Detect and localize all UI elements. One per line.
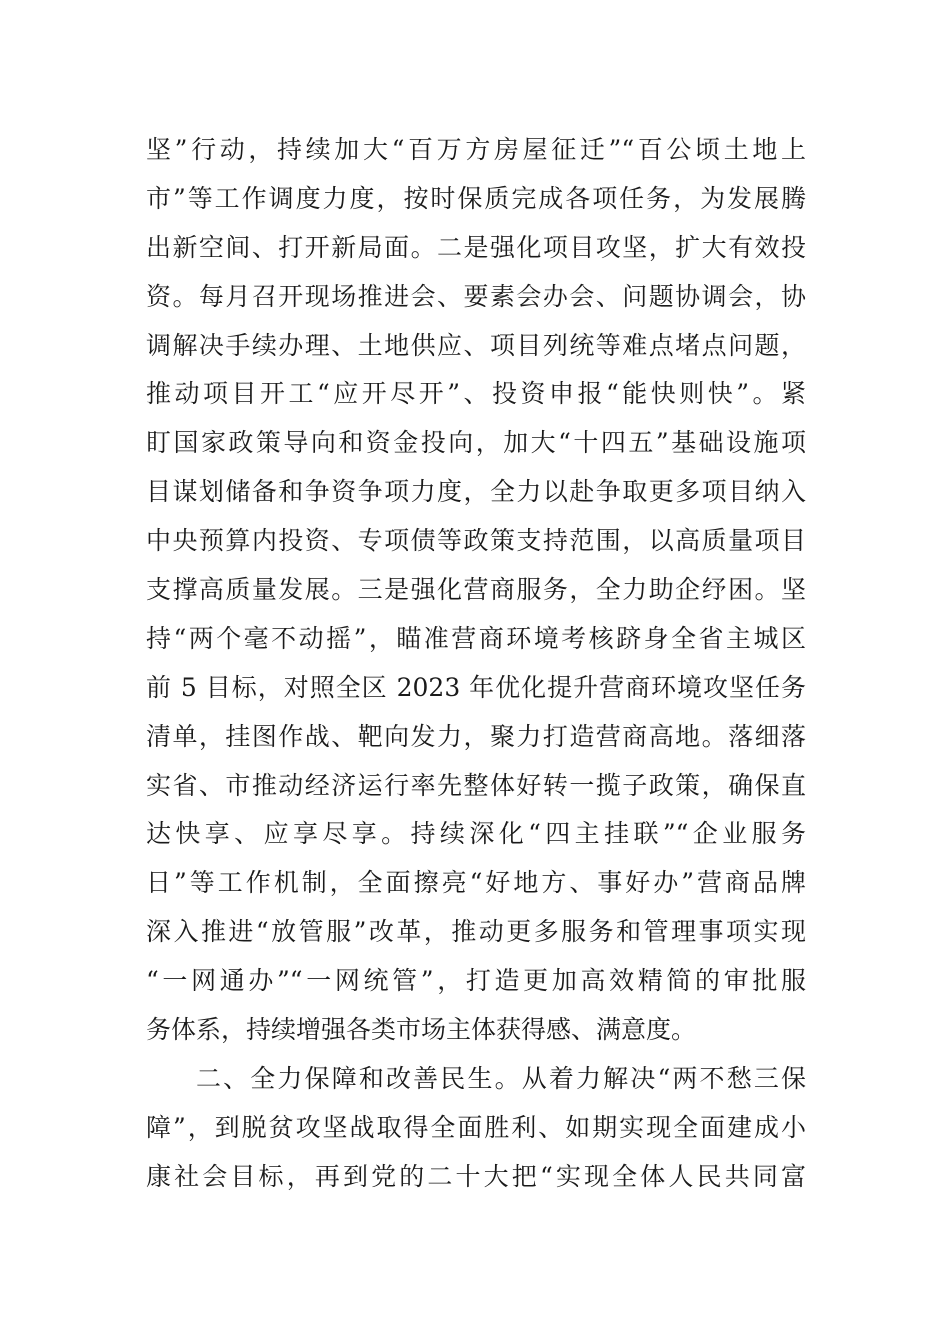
text-line: 中央预算内投资、专项债等政策支持范围，以高质量项目 — [146, 526, 806, 556]
text-line: 调解决手续办理、土地供应、项目列统等难点堵点问题， — [146, 330, 806, 360]
text-line: 清单，挂图作战、靶向发力，聚力打造营商高地。落细落 — [146, 721, 806, 751]
text-line: 市”等工作调度力度，按时保质完成各项任务，为发展腾 — [146, 183, 806, 213]
text-line: 盯国家政策导向和资金投向，加大“十四五”基础设施项 — [146, 428, 806, 458]
text-line: 实省、市推动经济运行率先整体好转一揽子政策，确保直 — [146, 770, 806, 800]
text-line: 推动项目开工“应开尽开”、投资申报“能快则快”。紧 — [146, 379, 806, 409]
text-line: 目谋划储备和争资争项力度，全力以赴争取更多项目纳入 — [146, 477, 806, 507]
text-line: 深入推进“放管服”改革，推动更多服务和管理事项实现 — [146, 917, 806, 947]
text-line: 出新空间、打开新局面。二是强化项目攻坚，扩大有效投 — [146, 232, 806, 262]
text-line: 障”，到脱贫攻坚战取得全面胜利、如期实现全面建成小 — [146, 1112, 806, 1142]
text-line: 达快享、应享尽享。持续深化“四主挂联”“企业服务 — [146, 819, 806, 849]
body-text — [146, 126, 806, 1202]
text-line: 康社会目标，再到党的二十大把“实现全体人民共同富 — [146, 1161, 806, 1191]
text-line: 持“两个毫不动摇”，瞄准营商环境考核跻身全省主城区 — [146, 623, 806, 653]
text-line: 务体系，持续增强各类市场主体获得感、满意度。 — [146, 1015, 697, 1045]
text-line: 日”等工作机制，全面擦亮“好地方、事好办”营商品牌 — [146, 868, 806, 898]
paragraph-start-line: 二、全力保障和改善民生。从着力解决“两不愁三保 — [196, 1063, 806, 1093]
text-line: 支撑高质量发展。三是强化营商服务，全力助企纾困。坚 — [146, 575, 806, 605]
text-line: 前 5 目标，对照全区 2023 年优化提升营商环境攻坚任务 — [146, 672, 806, 702]
text-line: 资。每月召开现场推进会、要素会办会、问题协调会，协 — [146, 281, 806, 311]
text-line: 坚”行动，持续加大“百万方房屋征迁”“百公顷土地上 — [146, 135, 806, 164]
text-line: “一网通办”“一网统管”，打造更加高效精简的审批服 — [146, 966, 806, 996]
